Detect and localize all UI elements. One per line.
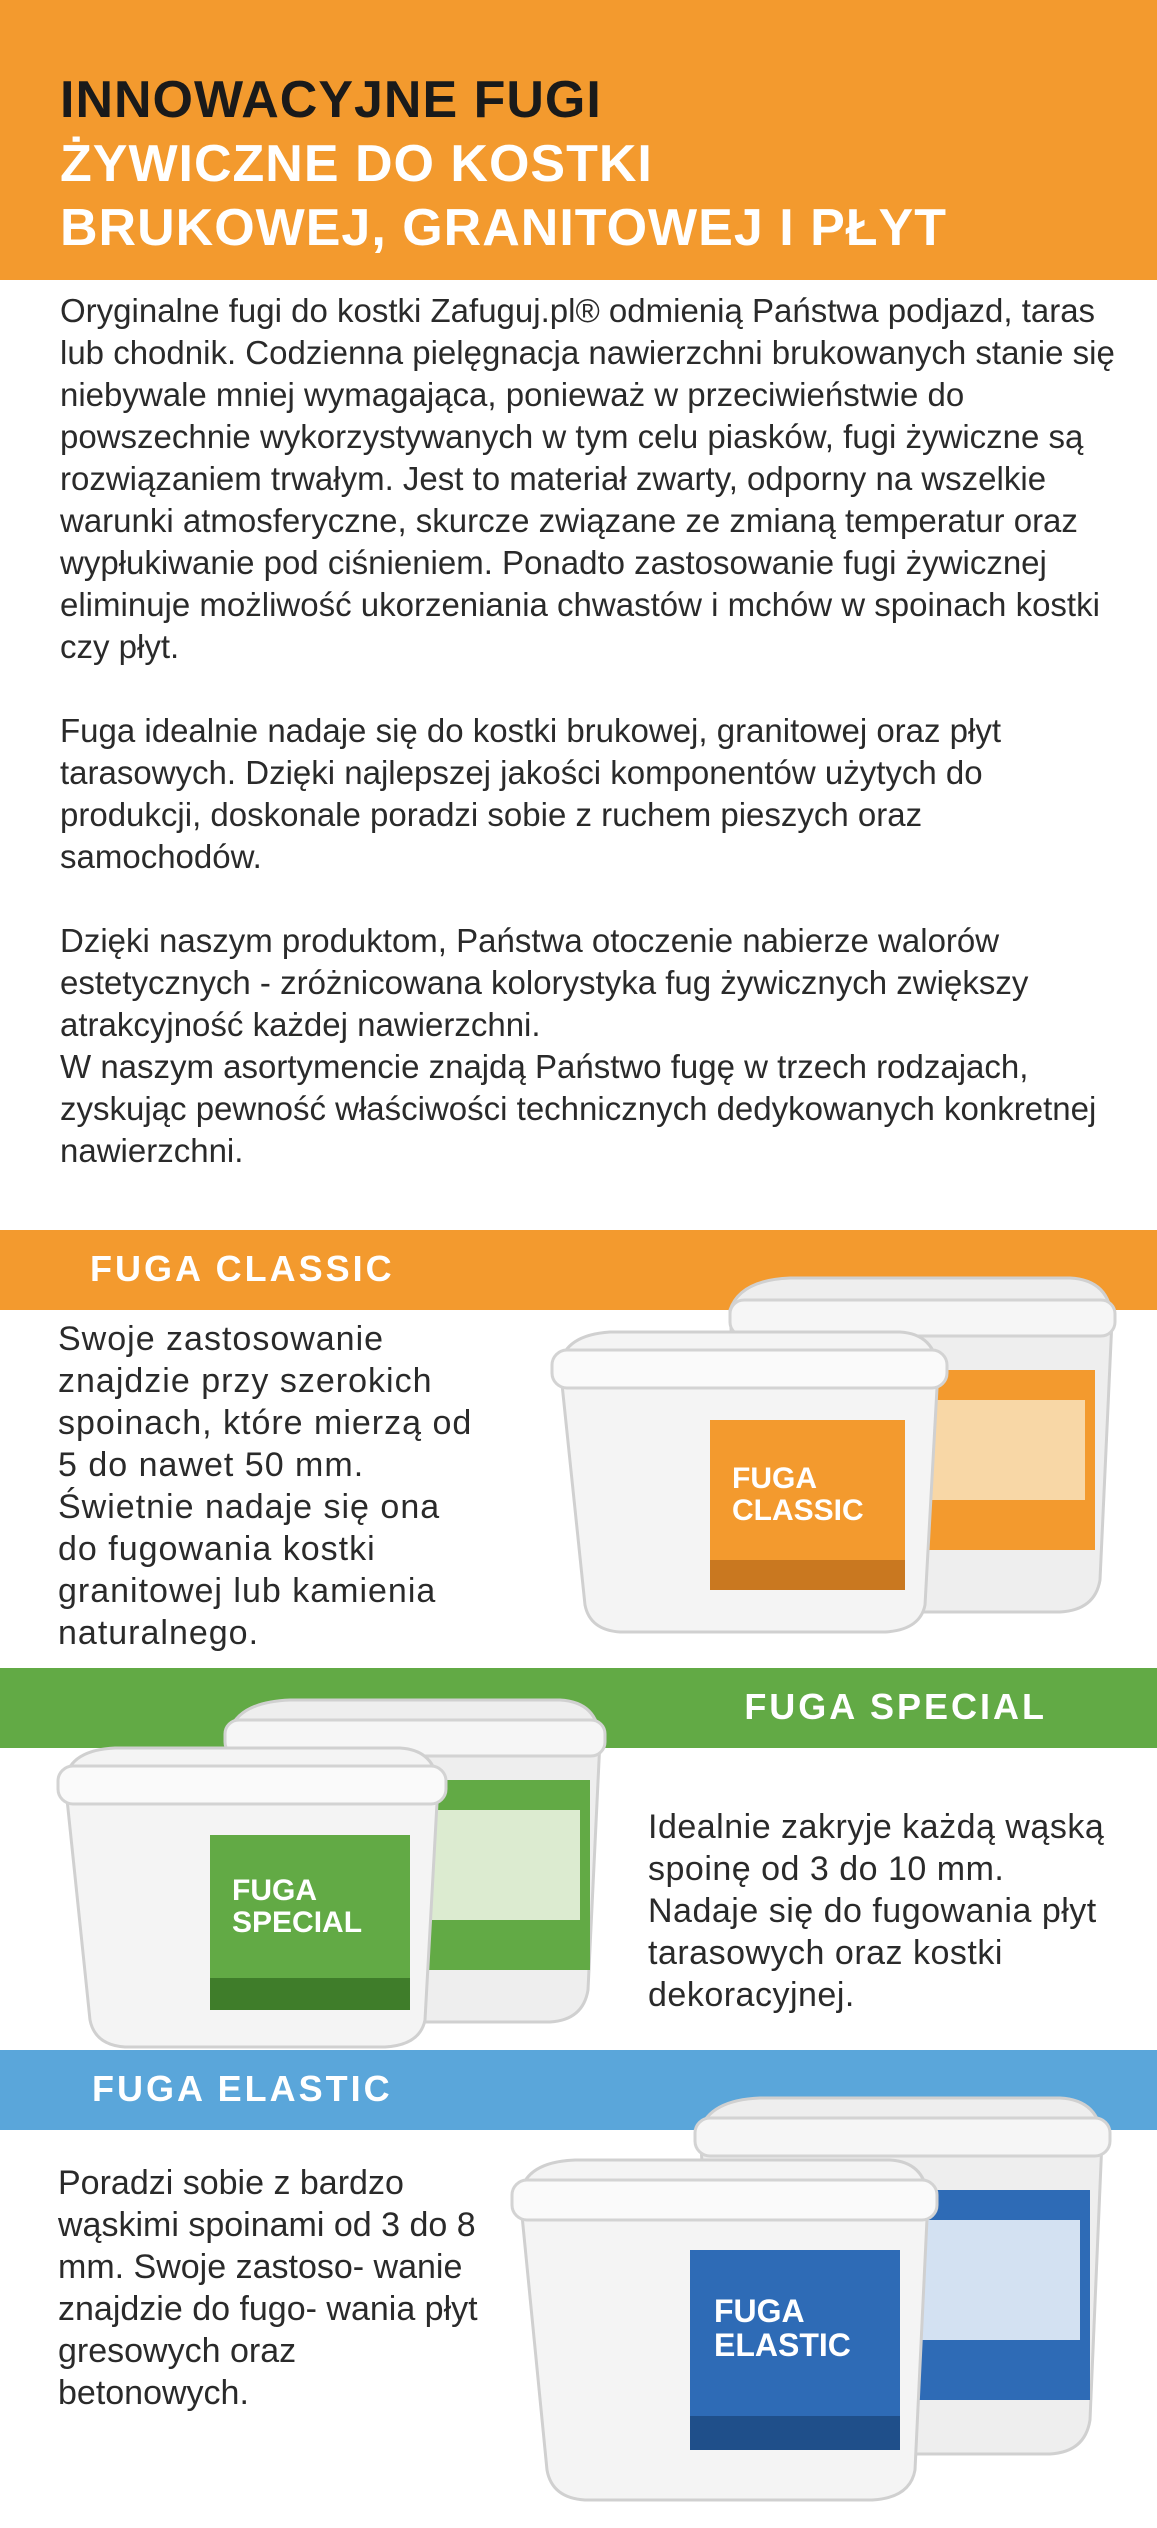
- elastic-label-line-2: ELASTIC: [714, 2327, 851, 2363]
- classic-description: Swoje zastosowanie znajdzie przy szerokich spoinach, które mierzą od 5 do nawet 50 mm. Świetnie nadaje się ona do fugowania kostki granitowej lub kamienia naturalnego.: [58, 1320, 473, 1652]
- classic-bucket-image: [540, 1270, 1120, 1640]
- elastic-bucket-image: [500, 2080, 1120, 2510]
- elastic-section-title: FUGA ELASTIC: [92, 2068, 393, 2109]
- special-description: Idealnie zakryje każdą wąską spoinę od 3 do 10 mm. Nadaje się do fugowania płyt tarasowych oraz kostki dekoracyjnej.: [648, 1808, 1105, 2014]
- special-bucket-image: [50, 1690, 610, 2060]
- special-label-line-2: SPECIAL: [232, 1906, 363, 1939]
- elastic-label-line-1: FUGA: [714, 2293, 805, 2329]
- header-banner: [0, 0, 1157, 280]
- title-line-1: INNOWACYJNE FUGI: [60, 71, 602, 129]
- page-title: [60, 68, 947, 260]
- intro-text: [60, 290, 1120, 1214]
- title-line-3: BRUKOWEJ, GRANITOWEJ I PŁYT: [60, 199, 947, 257]
- intro-paragraph-1: Oryginalne fugi do kostki Zafuguj.pl® odmienią Państwa podjazd, taras lub chodnik. Codzienna pielęgnacja nawierzchni brukowanych stanie się niebywale mniej wymagająca, ponieważ w przeciwieństwie do powszechnie wykorzystywanych w tym celu piasków, fugi żywiczne są rozwiązaniem trwałym. Jest to materiał zwarty, odporny na wszelkie warunki atmosferyczne, skurcze związane ze zmianą temperatur oraz wypłukiwanie pod ciśnieniem. Ponadto zastosowanie fugi żywicznej eliminuje możliwość ukorzeniania chwastów i mchów w spoinach kostki czy płyt.: [60, 292, 1115, 665]
- special-section-title: FUGA SPECIAL: [744, 1686, 1047, 1727]
- classic-section-title: FUGA CLASSIC: [90, 1248, 395, 1289]
- special-label-line-1: FUGA: [232, 1874, 317, 1907]
- elastic-description: Poradzi sobie z bardzo wąskimi spoinami od 3 do 8 mm. Swoje zastoso- wanie znajdzie do fugo- wania płyt gresowych oraz betonowych.: [58, 2164, 478, 2412]
- classic-label-line-1: FUGA: [732, 1462, 817, 1495]
- title-line-2: ŻYWICZNE DO KOSTKI: [60, 135, 653, 193]
- classic-label-line-2: CLASSIC: [732, 1494, 864, 1527]
- intro-paragraph-3b: W naszym asortymencie znajdą Państwo fugę w trzech rodzajach, zyskując pewność właściwości technicznych dedykowanych konkretnej nawierzchni.: [60, 1048, 1097, 1169]
- intro-paragraph-2: Fuga idealnie nadaje się do kostki brukowej, granitowej oraz płyt tarasowych. Dzięki najlepszej jakości komponentów użytych do produkcji, doskonale poradzi sobie z ruchem pieszych oraz samochodów.: [60, 712, 1002, 875]
- intro-paragraph-3a: Dzięki naszym produktom, Państwa otoczenie nabierze walorów estetycznych - zróżnicowana kolorystyka fug żywicznych zwiększy atrakcyjność każdej nawierzchni.: [60, 922, 1029, 1043]
